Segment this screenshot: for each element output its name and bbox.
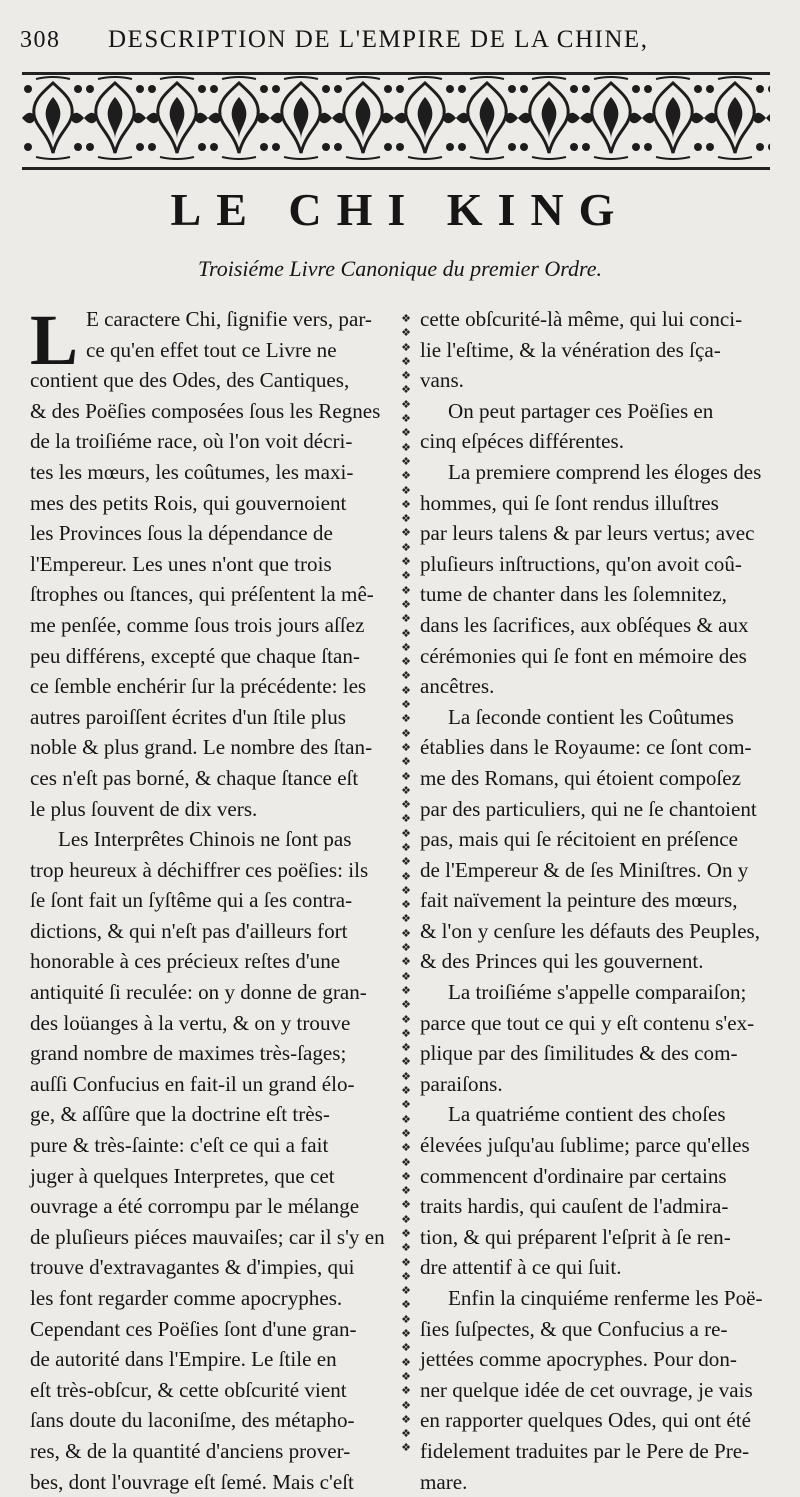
text-line: auſſi Confucius en fait-il un grand élo-	[30, 1071, 355, 1096]
text-line: autres paroiſſent écrites d'un ſtile plus	[30, 704, 347, 729]
text-line: On peut partager ces Poëſies en	[448, 398, 714, 423]
text-line: fidelement traduites par le Pere de Pre-	[420, 1438, 750, 1463]
text-line: mes des petits Rois, qui gouvernoient	[30, 490, 347, 515]
text-line: peu différens, excepté que chaque ſtan-	[30, 643, 360, 668]
text-line: trop heureux à déchiffrer ces poëſies: ils	[30, 857, 369, 882]
right-column	[420, 304, 773, 1497]
text-line: élevées juſqu'au ſublime; parce qu'elles	[420, 1133, 750, 1158]
text-line: pas, mais qui ſe récitoient en préſence	[420, 827, 739, 852]
text-line: ce qu'en effet tout ce Livre ne	[86, 337, 337, 362]
text-line: pure & très-ſainte: c'eſt ce qui a fait	[30, 1133, 329, 1158]
text-line: lie l'eſtime, & la vénération des ſça-	[420, 337, 721, 362]
text-line: eſt très-obſcur, & cette obſcurité vient	[30, 1377, 347, 1402]
text-line: grand nombre de maximes très-ſages;	[30, 1041, 347, 1066]
text-line: paraiſons.	[420, 1071, 503, 1096]
running-head-title: DESCRIPTION DE L'EMPIRE DE LA CHINE,	[108, 26, 649, 53]
text-line: cinq eſpéces différentes.	[420, 429, 625, 454]
text-line: de pluſieurs piéces mauvaiſes; car il s'y en	[30, 1224, 385, 1249]
text-line: bes, dont l'ouvrage eſt ſemé. Mais c'eſt	[30, 1469, 354, 1494]
text-line: pluſieurs inſtructions, qu'on avoit coû-	[420, 551, 742, 576]
text-line: me des Romans, qui étoient compoſez	[420, 765, 742, 790]
text-line: fait naïvement la peinture des mœurs,	[420, 888, 738, 913]
text-line: le plus ſouvent de dix vers.	[30, 796, 258, 821]
text-line: antiquité ſi reculée: on y donne de gran-	[30, 980, 367, 1005]
text-line: les Provinces ſous la dépendance de	[30, 521, 333, 546]
text-line: les font regarder comme apocryphes.	[30, 1286, 343, 1310]
text-line: juger à quelques Interpretes, que cet	[30, 1163, 335, 1188]
text-line: l'Empereur. Les unes n'ont que trois	[30, 551, 332, 576]
text-line: ſe ſont fait un ſyſtême qui a ſes contra-	[30, 888, 353, 913]
text-line: dans les ſacrifices, aux obſéques & aux	[420, 612, 749, 637]
text-line: par des particuliers, qui ne ſe chantoient	[420, 796, 757, 821]
chapter-title: LE CHI KING	[170, 184, 630, 235]
text-line: vans.	[420, 368, 464, 393]
text-line: cette obſcurité-là même, qui lui conci-	[420, 307, 743, 331]
text-line: ner quelque idée de cet ouvrage, je vais	[420, 1377, 753, 1402]
text-line: & des Princes qui les gouvernent.	[420, 949, 704, 974]
text-line: de l'Empereur & de ſes Miniſtres. On y	[420, 857, 749, 882]
page-number: 308	[20, 27, 61, 53]
text-line: par leurs talens & par leurs vertus; avec	[420, 521, 755, 546]
text-line: La ſeconde contient les Coûtumes	[448, 704, 734, 729]
text-line: & l'on y cenſure les défauts des Peuples,	[420, 918, 761, 943]
text-line: traits hardis, qui cauſent de l'admira-	[420, 1194, 729, 1219]
text-line: ancêtres.	[420, 674, 495, 699]
text-line: en rapporter quelques Odes, qui ont été	[420, 1408, 751, 1433]
text-line: honorable à ces précieux reſtes d'une	[30, 949, 341, 974]
drop-cap: L	[30, 300, 79, 380]
text-line: ſans doute du laconiſme, des métapho-	[30, 1408, 355, 1433]
text-line: jettées comme apocryphes. Pour don-	[420, 1347, 737, 1372]
text-line: E caractere Chi, ſignifie vers, par-	[86, 307, 372, 331]
text-line: dictions, & qui n'eſt pas d'ailleurs fort	[30, 918, 348, 943]
text-line: La premiere comprend les éloges des	[448, 459, 762, 484]
column-divider-ornament: ❖ ❖ ❖ ❖ ❖ ❖ ❖ ❖ ❖ ❖ ❖ ❖ ❖ ❖ ❖ ❖ ❖ ❖ ❖ ❖ ❖ ❖ ❖ ❖ ❖ ❖ ❖ ❖ ❖ ❖ ❖ ❖ ❖ ❖ ❖ ❖ ❖ ❖ ❖ ❖ ❖ ❖ ❖ ❖ ❖ ❖ ❖ ❖ ❖ ❖ ❖ ❖ ❖ ❖ ❖ ❖ ❖ ❖ ❖ ❖ ❖ ❖ ❖ ❖ ❖ ❖ ❖ ❖ ❖ ❖ ❖ ❖ ❖ ❖ ❖ ❖ ❖ ❖ ❖ ❖	[401, 312, 411, 1455]
text-line: ouvrage a été corrompu par le mélange	[30, 1194, 360, 1219]
text-line: de la troiſiéme race, où l'on voit décri-	[30, 429, 353, 454]
text-line: La quatriéme contient des choſes	[448, 1102, 726, 1127]
text-line: dre attentif à ce qui ſuit.	[420, 1255, 622, 1280]
text-line: tes les mœurs, les coûtumes, les maxi-	[30, 459, 354, 484]
text-line: noble & plus grand. Le nombre des ſtan-	[30, 735, 373, 760]
text-line: me penſée, comme ſous trois jours aſſez	[30, 612, 365, 637]
text-line: Enfin la cinquiéme renferme les Poë-	[448, 1286, 763, 1310]
text-line: tion, & qui préparent l'eſprit à ſe ren-	[420, 1224, 731, 1249]
left-column	[30, 300, 390, 1497]
chapter-subtitle: Troisiéme Livre Canonique du premier Ordre.	[197, 256, 603, 281]
text-line: tume de chanter dans les ſolemnitez,	[420, 582, 727, 607]
text-line: ſtrophes ou ſtances, qui préſentent la mê-	[30, 582, 374, 607]
text-line: de autorité dans l'Empire. Le ſtile en	[30, 1347, 337, 1372]
text-line: des loüanges à la vertu, & on y trouve	[30, 1010, 351, 1035]
text-line: mare.	[420, 1469, 468, 1494]
running-head	[20, 20, 780, 60]
text-line: res, & de la quantité d'anciens prover-	[30, 1438, 351, 1463]
text-line: établies dans le Royaume: ce ſont com-	[420, 735, 752, 760]
text-line: ces n'eſt pas borné, & chaque ſtance eſt	[30, 765, 359, 790]
text-line: hommes, qui ſe ſont rendus illuſtres	[420, 490, 719, 515]
text-line: Les Interprêtes Chinois ne ſont pas	[58, 827, 352, 852]
text-line: contient que des Odes, des Cantiques,	[30, 368, 350, 393]
text-line: ce ſemble enchérir ſur la précédente: les	[30, 674, 367, 699]
text-line: cérémonies qui ſe font en mémoire des	[420, 643, 747, 668]
text-line: commencent d'ordinaire par certains	[420, 1163, 727, 1188]
text-line: plique par des ſimilitudes & des com-	[420, 1041, 738, 1066]
text-line: parce que tout ce qui y eſt contenu s'ex-	[420, 1010, 755, 1035]
text-line: La troiſiéme s'appelle comparaiſon;	[448, 980, 747, 1005]
text-line: & des Poëſies composées ſous les Regnes	[30, 398, 381, 423]
text-line: ſies ſuſpectes, & que Confucius a re-	[420, 1316, 728, 1341]
decorative-headpiece	[22, 72, 770, 170]
text-line: ge, & aſſûre que la doctrine eſt très-	[30, 1102, 330, 1127]
text-line: Cependant ces Poëſies ſont d'une gran-	[30, 1316, 357, 1341]
text-line: trouve d'extravagantes & d'impies, qui	[30, 1255, 355, 1280]
